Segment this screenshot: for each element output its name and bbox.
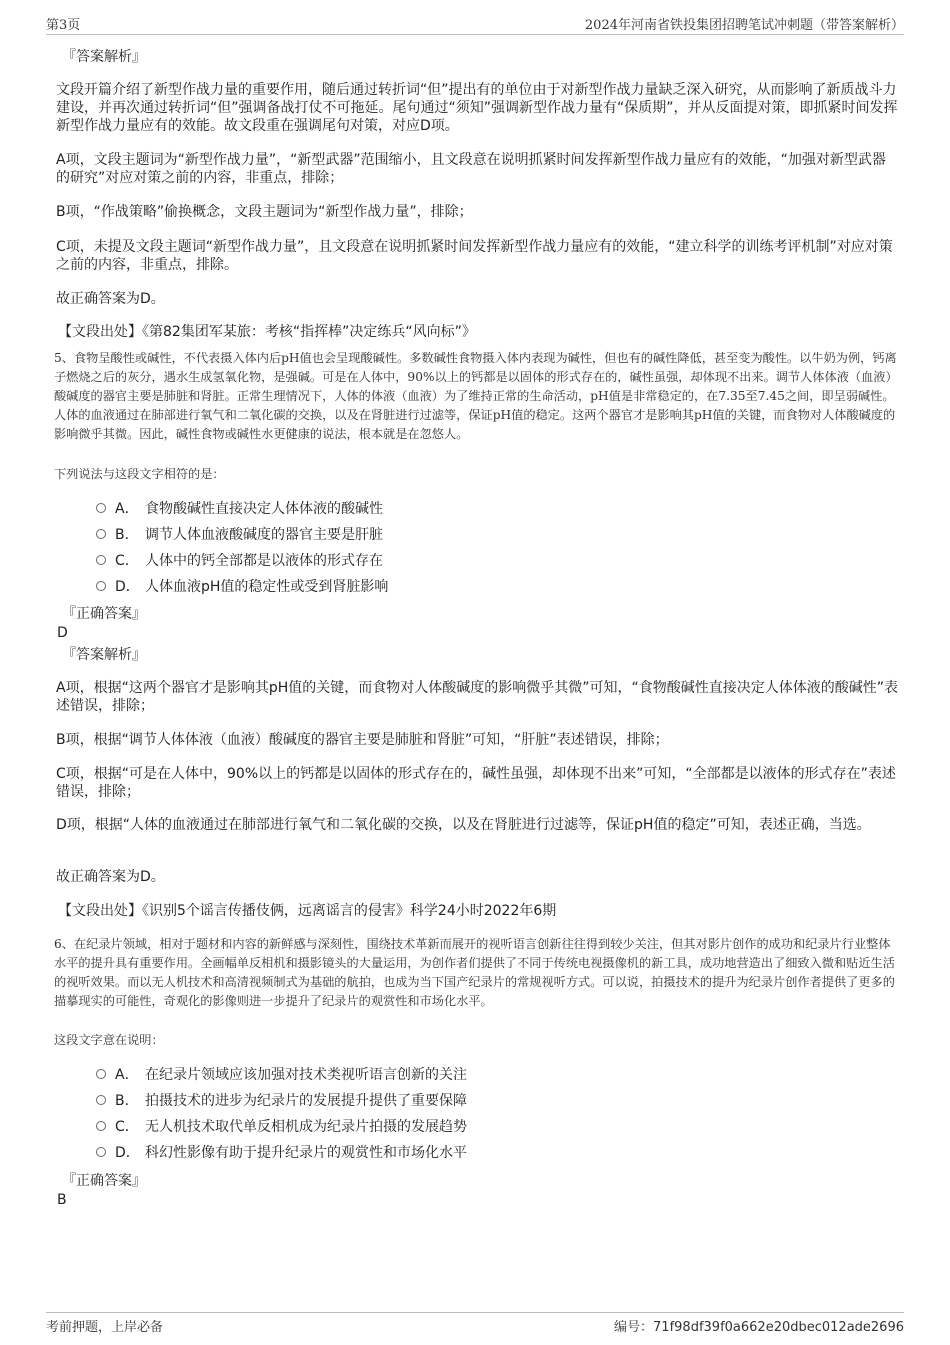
option-text: 科幻性影像有助于提升纪录片的观赏性和市场化水平 (145, 1145, 467, 1161)
q5-prompt: 下列说法与这段文字相符的是： (54, 467, 225, 481)
q4-analysis-paragraph: B项，“作战策略”偷换概念，文段主题词为“新型作战力量”，排除； (56, 204, 473, 220)
q5-source: 【文段出处】《识别5个谣言传播伎俩，远离谣言的侵害》科学24小时2022年6期 (58, 903, 557, 919)
q6-option-d[interactable] (96, 1144, 467, 1162)
q6-prompt: 这段文字意在说明： (54, 1033, 164, 1047)
radio-icon[interactable] (96, 529, 106, 539)
q5-option-a[interactable] (96, 500, 383, 518)
q5-option-b[interactable] (96, 526, 383, 544)
q5-analysis-label: 『答案解析』 (62, 647, 146, 663)
radio-icon[interactable] (96, 1095, 106, 1105)
option-letter: B． (115, 1093, 139, 1109)
page-header (46, 12, 904, 35)
option-text: 人体血液pH值的稳定性或受到肾脏影响 (145, 579, 389, 595)
option-letter: A． (115, 1067, 139, 1083)
q4-analysis-paragraph: A项，文段主题词为“新型作战力量”，“新型武器”范围缩小，且文段意在说明抓紧时间发挥新型作战力量应有的效能，“加强对新型武器的研究”对应对策之前的内容，非重点，排除； (56, 152, 886, 186)
option-text: 无人机技术取代单反相机成为纪录片拍摄的发展趋势 (145, 1119, 467, 1135)
option-text: 拍摄技术的进步为纪录片的发展提升提供了重要保障 (145, 1093, 467, 1109)
q5-answer: D (57, 625, 68, 641)
q5-conclusion: 故正确答案为D。 (56, 869, 165, 885)
option-letter: B． (115, 527, 139, 543)
radio-icon[interactable] (96, 1121, 106, 1131)
option-letter: C． (115, 553, 139, 569)
option-text: 调节人体血液酸碱度的器官主要是肝脏 (145, 527, 383, 543)
q4-source: 【文段出处】《第82集团军某旅：考核“指挥棒”决定练兵“风向标”》 (58, 324, 476, 340)
radio-icon[interactable] (96, 555, 106, 565)
radio-icon[interactable] (96, 1069, 106, 1079)
document-title: 2024年河南省铁投集团招聘笔试冲刺题（带答案解析） (584, 18, 904, 33)
q6-answer: B (57, 1192, 67, 1208)
q5-passage: 5、食物呈酸性或碱性，不代表摄入体内后pH值也会呈现酸碱性。多数碱性食物摄入体内表现为碱性，但也有的碱性降低，甚至变为酸性。以牛奶为例，钙离子燃烧之后的灰分，遇水生成氢氧化物，是强碱。可是在人体中，90%以上的钙都是以固体的形式存在的，碱性虽强，却体现不出来。调节人体体液（血液）酸碱度的器官主要是肺脏和肾脏。正常生理情况下，人体的体液（血液）为了维持正常的生命活动，pH值是非常稳定的，在7.35至7.45之间，即呈弱碱性。人体的血液通过在肺部进行氧气和二氧化碳的交换，以及在肾脏进行过滤等，保证pH值的稳定。这两个器官才是影响其pH值的关键，而食物对人体酸碱度的影响微乎其微。因此，碱性食物或碱性水更健康的说法，根本就是在忽悠人。 (54, 351, 898, 441)
option-text: 食物酸碱性直接决定人体体液的酸碱性 (145, 501, 383, 517)
footer-slogan: 考前押题，上岸必备 (46, 1320, 164, 1335)
q6-option-a[interactable] (96, 1066, 467, 1084)
q5-analysis-paragraph: D项，根据“人体的血液通过在肺部进行氧气和二氧化碳的交换，以及在肾脏进行过滤等，保证pH值的稳定”可知，表述正确，当选。 (56, 817, 871, 833)
q5-answer-label: 『正确答案』 (62, 606, 146, 622)
radio-icon[interactable] (96, 1147, 106, 1157)
q6-passage: 6、在纪录片领域，相对于题材和内容的新鲜感与深刻性，围绕技术革新而展开的视听语言创新往往得到较少关注，但其对影片创作的成功和纪录片行业整体水平的提升具有重要作用。全画幅单反相机和摄影镜头的大量运用，为创作者们提供了不同于传统电视摄像机的新工具，成功地营造出了细致入微和贴近生活的视听效果。而以无人机技术和高清视频制式为基础的航拍，也成为当下国产纪录片的常规视听方式。可以说，拍摄技术的提升为纪录片创作者提供了更多的描摹现实的可能性，奇观化的影像则进一步提升了纪录片的观赏性和市场化水平。 (54, 937, 895, 1008)
q5-analysis-paragraph: A项，根据“这两个器官才是影响其pH值的关键，而食物对人体酸碱度的影响微乎其微”可知，“食物酸碱性直接决定人体体液的酸碱性”表述错误，排除； (56, 680, 898, 714)
q4-analysis-paragraph: C项，未提及文段主题词“新型作战力量”，且文段意在说明抓紧时间发挥新型作战力量应有的效能，“建立科学的训练考评机制”对应对策之前的内容，非重点，排除。 (56, 239, 893, 273)
radio-icon[interactable] (96, 503, 106, 513)
radio-icon[interactable] (96, 581, 106, 591)
q4-analysis-paragraph: 文段开篇介绍了新型作战力量的重要作用，随后通过转折词“但”提出有的单位由于对新型作战力量缺乏深入研究，从而影响了新质战斗力建设，并再次通过转折词“但”强调备战打仗不可拖延。尾句通过“须知”强调新型作战力量有“保质期”，并从反面提对策，即抓紧时间发挥新型作战力量应有的效能。故文段重在强调尾句对策，对应D项。 (56, 82, 898, 134)
q6-answer-label: 『正确答案』 (62, 1173, 146, 1189)
q5-analysis-paragraph: B项，根据“调节人体体液（血液）酸碱度的器官主要是肺脏和肾脏”可知，“肝脏”表述错误，排除； (56, 732, 669, 748)
option-letter: C． (115, 1119, 139, 1135)
q5-option-c[interactable] (96, 552, 383, 570)
q6-option-c[interactable] (96, 1118, 467, 1136)
option-letter: D． (115, 579, 140, 595)
q4-analysis-label: 『答案解析』 (62, 49, 146, 65)
option-letter: A． (115, 501, 139, 517)
page-number: 第3页 (46, 18, 81, 33)
q4-conclusion: 故正确答案为D。 (56, 291, 165, 307)
document-code: 编号：71f98df39f0a662e20dbec012ade2696 (614, 1320, 904, 1335)
q6-option-b[interactable] (96, 1092, 467, 1110)
q5-analysis-paragraph: C项，根据“可是在人体中，90%以上的钙都是以固体的形式存在的，碱性虽强，却体现不出来”可知，“全部都是以液体的形式存在”表述错误，排除； (56, 766, 896, 800)
option-text: 人体中的钙全部都是以液体的形式存在 (145, 553, 383, 569)
option-letter: D． (115, 1145, 140, 1161)
q5-option-d[interactable] (96, 578, 388, 596)
option-text: 在纪录片领域应该加强对技术类视听语言创新的关注 (145, 1067, 467, 1083)
page-footer (46, 1312, 904, 1333)
